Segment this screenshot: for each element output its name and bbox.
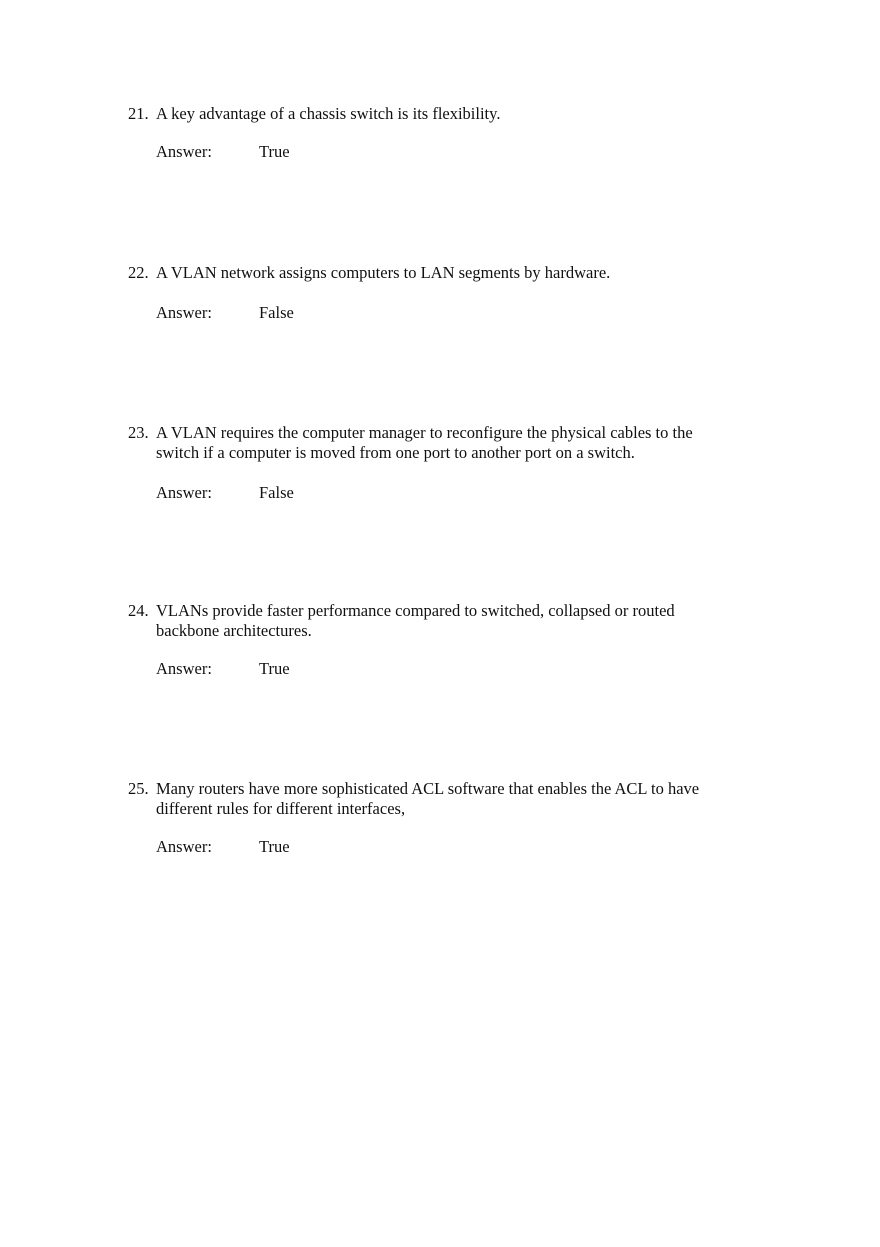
answer-label: Answer: [156,142,212,161]
question-text: Many routers have more sophisticated ACL software that enables the ACL to have different rules for different interfaces, [156,779,700,818]
question-number: 25. [128,779,149,798]
answer-value: True [259,659,290,678]
question-number: 22. [128,263,149,282]
question-line [128,104,768,124]
question-23 [128,423,768,503]
answer-value: False [259,483,294,502]
answer-value: True [259,142,290,161]
question-line [128,779,768,819]
question-text: VLANs provide faster performance compared to switched, collapsed or routed backbone architectures. [156,601,675,640]
answer-label: Answer: [156,483,212,502]
question-line [128,601,768,641]
question-21 [128,104,768,162]
answer-value: False [259,303,294,322]
question-text: A VLAN network assigns computers to LAN segments by hardware. [156,263,611,282]
question-text: A VLAN requires the computer manager to reconfigure the physical cables to the switch if a computer is moved from one port to another port on a switch. [156,423,693,462]
question-line [128,423,768,463]
answer-row [156,483,768,503]
answer-row [156,303,768,323]
question-number: 21. [128,104,149,123]
question-22 [128,263,768,323]
question-line [128,263,768,283]
question-24 [128,601,768,679]
answer-value: True [259,837,290,856]
answer-label: Answer: [156,659,212,678]
question-text: A key advantage of a chassis switch is its flexibility. [156,104,501,123]
answer-row [156,142,768,162]
question-number: 24. [128,601,149,620]
answer-row [156,659,768,679]
answer-label: Answer: [156,837,212,856]
answer-label: Answer: [156,303,212,322]
question-25 [128,779,768,857]
answer-row [156,837,768,857]
question-number: 23. [128,423,149,442]
